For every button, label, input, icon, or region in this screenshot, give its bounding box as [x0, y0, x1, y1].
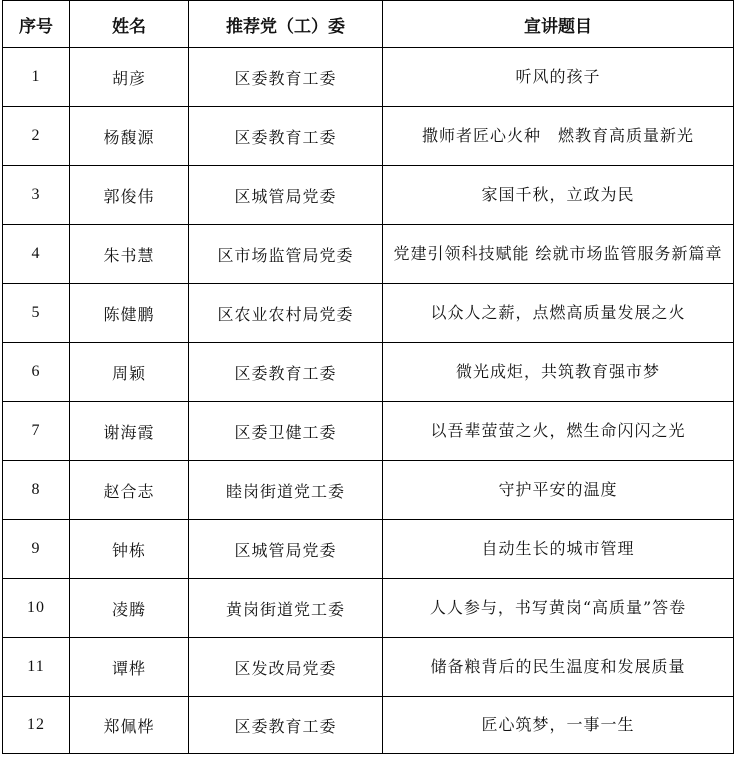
cell-topic: 以吾辈萤萤之火，燃生命闪闪之光 [383, 402, 734, 461]
cell-no: 8 [3, 461, 70, 520]
cell-org: 区委教育工委 [189, 107, 383, 166]
cell-name: 陈健鹏 [70, 284, 189, 343]
header-org: 推荐党（工）委 [189, 1, 383, 48]
table-row [3, 343, 734, 402]
header-no: 序号 [3, 1, 70, 48]
table-row [3, 520, 734, 579]
cell-no: 4 [3, 225, 70, 284]
table-row [3, 402, 734, 461]
cell-topic: 撒师者匠心火种 燃教育高质量新光 [383, 107, 734, 166]
cell-name: 郭俊伟 [70, 166, 189, 225]
cell-name: 杨馥源 [70, 107, 189, 166]
table-row [3, 579, 734, 638]
cell-org: 区发改局党委 [189, 638, 383, 697]
cell-topic: 以众人之薪，点燃高质量发展之火 [383, 284, 734, 343]
cell-no: 11 [3, 638, 70, 697]
cell-org: 区市场监管局党委 [189, 225, 383, 284]
cell-name: 郑佩桦 [70, 697, 189, 754]
cell-name: 胡彦 [70, 48, 189, 107]
cell-topic: 储备粮背后的民生温度和发展质量 [383, 638, 734, 697]
cell-no: 3 [3, 166, 70, 225]
cell-org: 区城管局党委 [189, 520, 383, 579]
table-row [3, 166, 734, 225]
table-row [3, 284, 734, 343]
cell-name: 周颖 [70, 343, 189, 402]
header-topic: 宣讲题目 [383, 1, 734, 48]
cell-org: 黄岗街道党工委 [189, 579, 383, 638]
cell-org: 区委教育工委 [189, 697, 383, 754]
table-row [3, 107, 734, 166]
cell-no: 6 [3, 343, 70, 402]
cell-name: 谭桦 [70, 638, 189, 697]
cell-topic: 人人参与，书写黄岗“高质量”答卷 [383, 579, 734, 638]
cell-no: 9 [3, 520, 70, 579]
cell-no: 10 [3, 579, 70, 638]
cell-topic: 听风的孩子 [383, 48, 734, 107]
cell-no: 7 [3, 402, 70, 461]
cell-no: 5 [3, 284, 70, 343]
cell-org: 区委教育工委 [189, 48, 383, 107]
table-row [3, 461, 734, 520]
header-name: 姓名 [70, 1, 189, 48]
table-row [3, 697, 734, 754]
cell-name: 朱书慧 [70, 225, 189, 284]
cell-topic: 微光成炬，共筑教育强市梦 [383, 343, 734, 402]
table-row [3, 638, 734, 697]
cell-name: 谢海霞 [70, 402, 189, 461]
speaker-table [2, 0, 734, 754]
cell-name: 凌腾 [70, 579, 189, 638]
cell-topic: 守护平安的温度 [383, 461, 734, 520]
cell-name: 赵合志 [70, 461, 189, 520]
cell-topic: 党建引领科技赋能 绘就市场监管服务新篇章 [383, 225, 734, 284]
cell-org: 区委教育工委 [189, 343, 383, 402]
cell-org: 区城管局党委 [189, 166, 383, 225]
cell-org: 睦岗街道党工委 [189, 461, 383, 520]
table-row [3, 225, 734, 284]
cell-topic: 自动生长的城市管理 [383, 520, 734, 579]
table-header-row [3, 1, 734, 48]
cell-org: 区农业农村局党委 [189, 284, 383, 343]
cell-topic: 家国千秋，立政为民 [383, 166, 734, 225]
cell-no: 2 [3, 107, 70, 166]
table-row [3, 48, 734, 107]
cell-name: 钟栋 [70, 520, 189, 579]
cell-no: 12 [3, 697, 70, 754]
cell-topic: 匠心筑梦，一事一生 [383, 697, 734, 754]
cell-org: 区委卫健工委 [189, 402, 383, 461]
cell-no: 1 [3, 48, 70, 107]
